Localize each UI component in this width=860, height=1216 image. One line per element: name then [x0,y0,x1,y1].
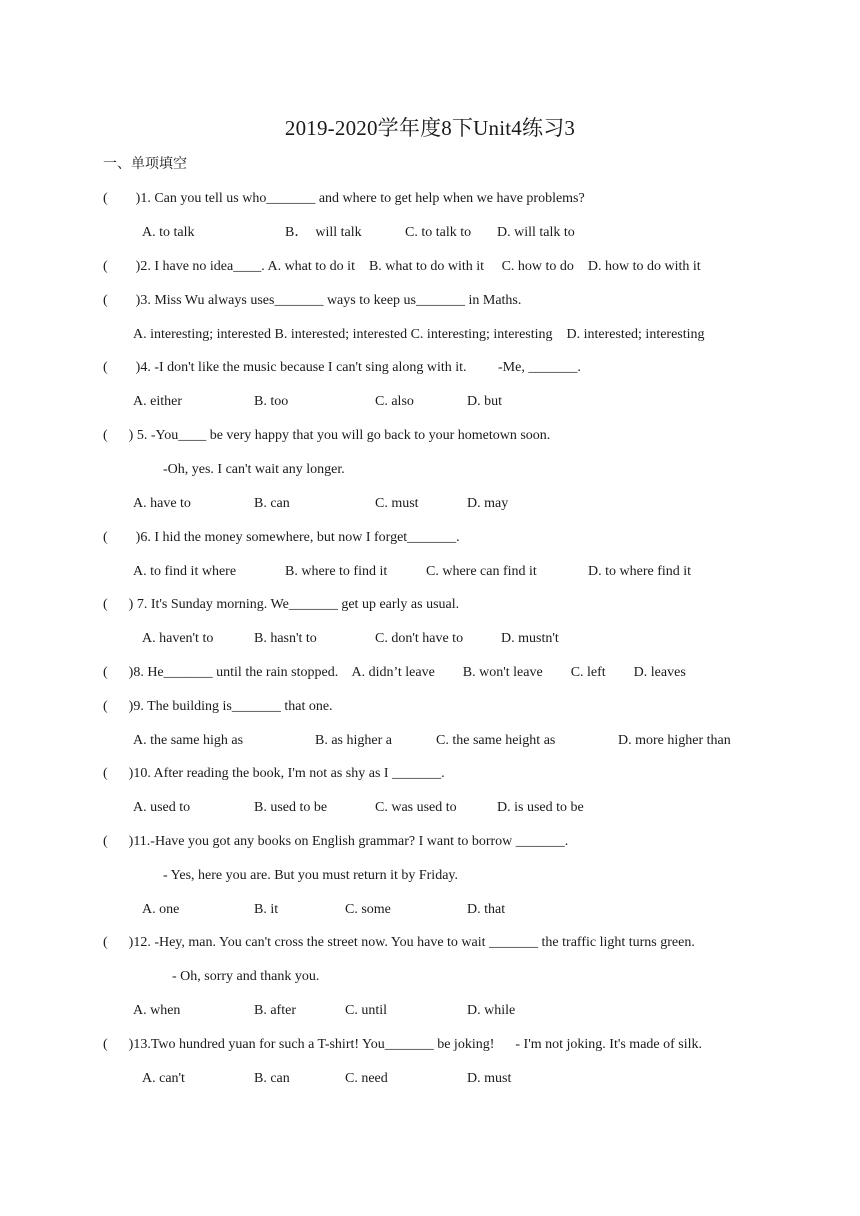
q10-option-c: C. was used to [375,800,457,815]
q13-option-c: C. need [345,1071,388,1086]
q13-option-b: B. can [254,1071,290,1086]
q9-option-d: D. more higher than [618,733,731,748]
question-10: ( )10. After reading the book, I'm not as shy as I _______. [103,766,445,781]
q12-option-a: A. when [133,1003,181,1018]
q12-option-b: B. after [254,1003,296,1018]
q5-option-c: C. must [375,496,419,511]
q12-option-d: D. while [467,1003,516,1018]
question-12-reply: - Oh, sorry and thank you. [172,969,320,984]
q4-option-b: B. too [254,394,289,409]
q4-option-c: C. also [375,394,414,409]
q7-option-a: A. haven't to [142,631,214,646]
q3-options: A. interesting; interested B. interested; interested C. interesting; interesting D. interested; interesting [133,327,705,342]
q11-option-a: A. one [142,902,180,917]
q5-option-a: A. have to [133,496,191,511]
q9-option-c: C. the same height as [436,733,556,748]
q7-option-b: B. hasn't to [254,631,317,646]
question-3: ( )3. Miss Wu always uses_______ ways to keep us_______ in Maths. [103,293,522,308]
page-title: 2019-2020学年度8下Unit4练习3 [284,116,576,140]
question-5-reply: -Oh, yes. I can't wait any longer. [163,462,345,477]
q11-option-c: C. some [345,902,391,917]
q13-option-d: D. must [467,1071,512,1086]
question-4: ( )4. -I don't like the music because I can't sing along with it. -Me, _______. [103,360,581,375]
question-1: ( )1. Can you tell us who_______ and where to get help when we have problems? [103,191,585,206]
q10-option-b: B. used to be [254,800,328,815]
question-5: ( ) 5. -You____ be very happy that you will go back to your hometown soon. [103,428,551,443]
q11-option-d: D. that [467,902,506,917]
q6-option-a: A. to find it where [133,564,237,579]
question-7: ( ) 7. It's Sunday morning. We_______ get up early as usual. [103,597,460,612]
question-13: ( )13.Two hundred yuan for such a T-shirt! You_______ be joking! - I'm not joking. It's made of silk. [103,1037,703,1052]
q1-option-a: A. to talk [142,225,195,240]
question-11: ( )11.-Have you got any books on English grammar? I want to borrow _______. [103,834,569,849]
question-9: ( )9. The building is_______ that one. [103,699,333,714]
q6-option-b: B. where to find it [285,564,388,579]
q10-option-d: D. is used to be [497,800,584,815]
q13-option-a: A. can't [142,1071,185,1086]
q9-option-a: A. the same high as [133,733,244,748]
q9-option-b: B. as higher a [315,733,392,748]
q10-option-a: A. used to [133,800,191,815]
question-2: ( )2. I have no idea____. A. what to do it B. what to do with it C. how to do D. how to do with it [103,259,701,274]
q12-option-c: C. until [345,1003,388,1018]
question-8: ( )8. He_______ until the rain stopped. A. didn’t leave B. won't leave C. left D. leaves [103,665,686,680]
question-12: ( )12. -Hey, man. You can't cross the street now. You have to wait _______ the traffic light turns green. [103,935,695,950]
question-6: ( )6. I hid the money somewhere, but now I forget_______. [103,530,460,545]
q1-option-b: B． will talk [285,225,362,240]
q4-option-d: D. but [467,394,502,409]
q11-option-b: B. it [254,902,279,917]
q5-option-d: D. may [467,496,509,511]
q7-option-d: D. mustn't [501,631,559,646]
q1-option-c: C. to talk to [405,225,472,240]
question-11-reply: - Yes, here you are. But you must return it by Friday. [163,868,458,883]
q7-option-c: C. don't have to [375,631,464,646]
q4-option-a: A. either [133,394,182,409]
q1-option-d: D. will talk to [497,225,575,240]
section-heading: 一、单项填空 [103,157,187,172]
q6-option-d: D. to where find it [588,564,692,579]
q6-option-c: C. where can find it [426,564,537,579]
q5-option-b: B. can [254,496,290,511]
